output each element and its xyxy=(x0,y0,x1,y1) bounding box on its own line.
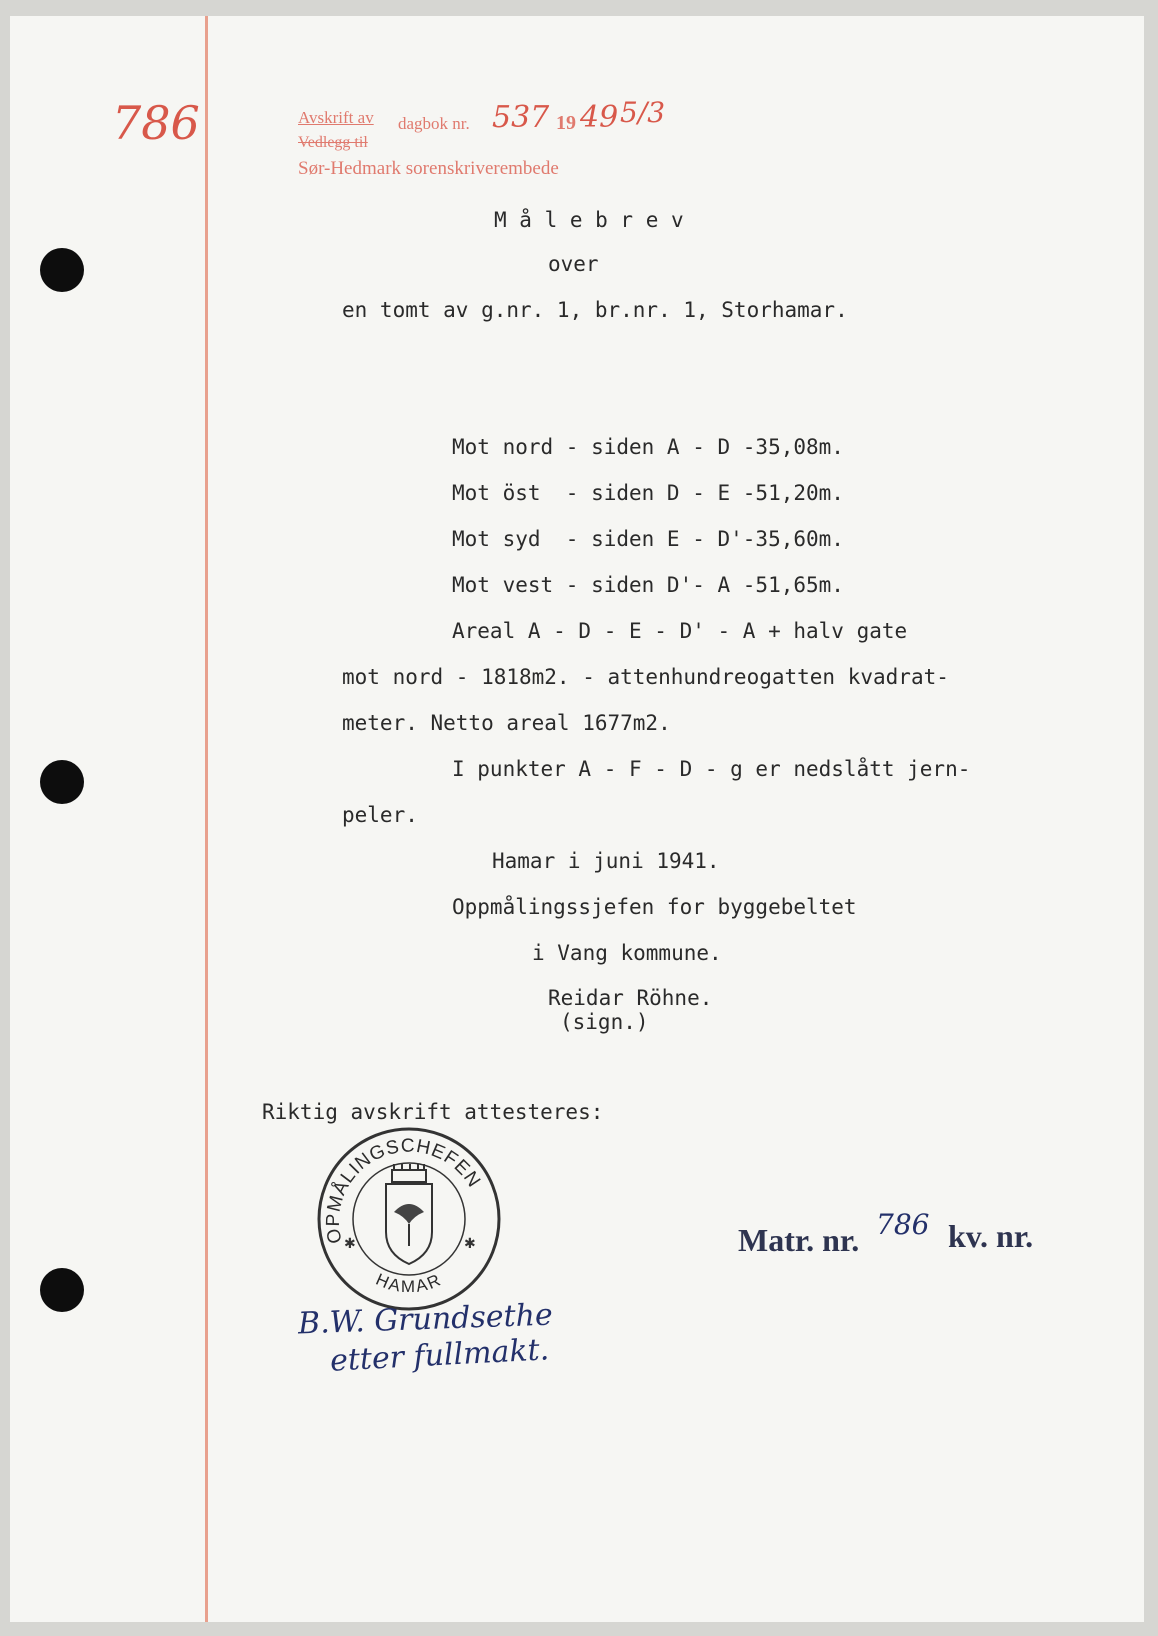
official-seal xyxy=(314,1124,504,1314)
stamp-vedlegg: Vedlegg til xyxy=(298,134,368,151)
points-line-1: I punkter A - F - D - g er nedslått jern- xyxy=(452,757,971,781)
place-date: Hamar i juni 1941. xyxy=(492,849,720,873)
points-line-2: peler. xyxy=(342,803,418,827)
document-title: M å l e b r e v xyxy=(494,208,684,232)
seal-bottom-text: HAMAR xyxy=(373,1269,445,1297)
punch-hole-bottom xyxy=(40,1268,84,1312)
punch-hole-middle xyxy=(40,760,84,804)
signature-line-2: etter fullmakt. xyxy=(329,1332,550,1379)
side-ost: Mot öst - siden D - E -51,20m. xyxy=(452,481,844,505)
punch-hole-top xyxy=(40,248,84,292)
stamp-dagbok: dagbok nr. xyxy=(398,114,470,133)
margin-rule xyxy=(205,16,208,1622)
year-prefix: 19 xyxy=(556,112,576,134)
seal-star-left-icon: ✱ xyxy=(344,1236,356,1252)
matr-number: 786 xyxy=(876,1208,930,1241)
dagbok-number: 537 xyxy=(492,100,550,135)
document-subtitle: en tomt av g.nr. 1, br.nr. 1, Storhamar. xyxy=(342,298,848,322)
seal-coat-of-arms-icon xyxy=(386,1164,432,1264)
signed-note: (sign.) xyxy=(560,1010,649,1034)
side-nord: Mot nord - siden A - D -35,08m. xyxy=(452,435,844,459)
area-line-2: mot nord - 1818m2. - attenhundreogatten kvadrat- xyxy=(342,665,949,689)
attest-line: Riktig avskrift attesteres: xyxy=(262,1100,604,1124)
document-over: over xyxy=(548,252,599,276)
matr-label: Matr. nr. xyxy=(738,1222,860,1258)
stamp-court: Sør-Hedmark sorenskriverembede xyxy=(298,158,559,179)
year: 49 xyxy=(580,100,619,135)
page-number: 786 xyxy=(112,96,200,150)
side-syd: Mot syd - siden E - D'-35,60m. xyxy=(452,527,844,551)
signature-line-1: B.W. Grundsethe xyxy=(297,1297,554,1342)
seal-star-right-icon: ✱ xyxy=(464,1236,476,1252)
signer-title-1: Oppmålingssjefen for byggebeltet xyxy=(452,895,857,919)
kv-label: kv. nr. xyxy=(948,1218,1034,1254)
area-line-1: Areal A - D - E - D' - A + halv gate xyxy=(452,619,908,643)
seal-outer-text: OPMÅLINGSCHEFEN xyxy=(322,1135,485,1246)
stamp-avskrift: Avskrift av xyxy=(298,108,374,127)
date: 5/3 xyxy=(620,96,666,129)
signer-name: Reidar Röhne. xyxy=(548,986,713,1010)
signer-title-2: i Vang kommune. xyxy=(532,941,722,965)
area-line-3: meter. Netto areal 1677m2. xyxy=(342,711,671,735)
svg-text:HAMAR xyxy=(373,1270,445,1296)
side-vest: Mot vest - siden D'- A -51,65m. xyxy=(452,573,844,597)
